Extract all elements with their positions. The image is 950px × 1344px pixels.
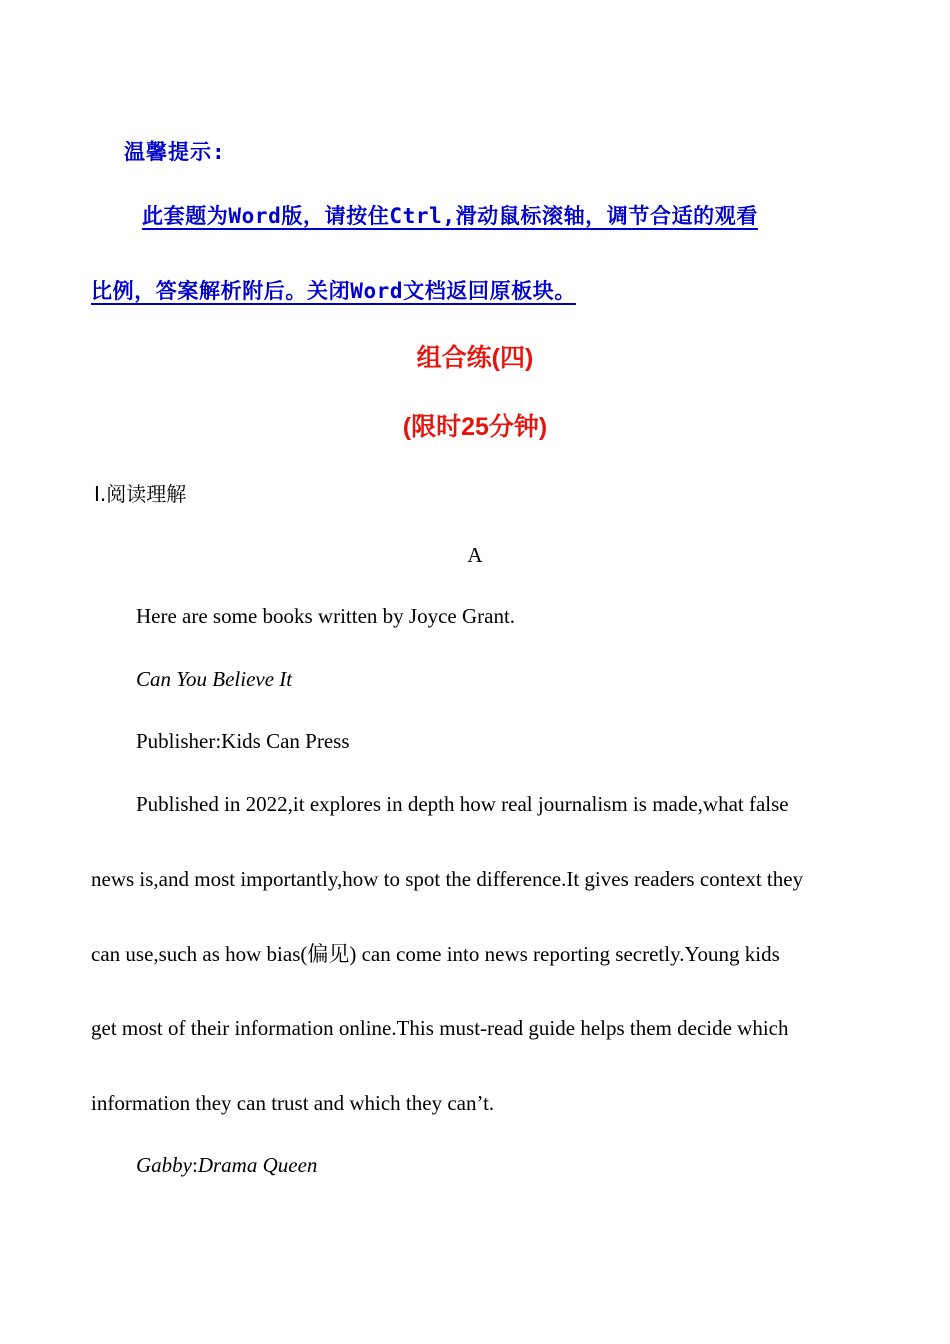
- book-publisher: Publisher:Kids Can Press: [136, 729, 350, 753]
- book-title-separator: :: [192, 1153, 198, 1177]
- tip-text-line-2[interactable]: 比例，答案解析附后。关闭Word文档返回原板块。: [91, 279, 576, 303]
- book-title-part: Drama Queen: [197, 1153, 318, 1177]
- book-description-line: Published in 2022,it explores in depth how real journalism is made,what false: [136, 792, 789, 816]
- book-description-line: news is,and most importantly,how to spot the difference.It gives readers context they: [91, 867, 804, 891]
- section-heading: Ⅰ.阅读理解: [94, 482, 187, 506]
- passage-intro: Here are some books written by Joyce Grant.: [136, 604, 516, 628]
- page-title: 组合练(四): [416, 344, 534, 372]
- book-description-line: information they can trust and which they can’t.: [91, 1091, 495, 1115]
- book-title: [136, 1155, 317, 1176]
- tip-text-line-1[interactable]: 此套题为Word版，请按住Ctrl,滑动鼠标滚轴，调节合适的观看: [142, 204, 758, 228]
- tip-heading: 温馨提示:: [124, 140, 226, 164]
- passage-letter: A: [467, 543, 483, 567]
- book-title: Can You Believe It: [136, 667, 293, 691]
- book-description-line: can use,such as how bias(偏见) can come into news reporting secretly.Young kids: [91, 942, 780, 966]
- time-limit-subtitle: (限时25分钟): [402, 413, 548, 441]
- book-title-part: Gabby: [136, 1153, 192, 1177]
- book-description-line: get most of their information online.This must-read guide helps them decide which: [91, 1016, 789, 1040]
